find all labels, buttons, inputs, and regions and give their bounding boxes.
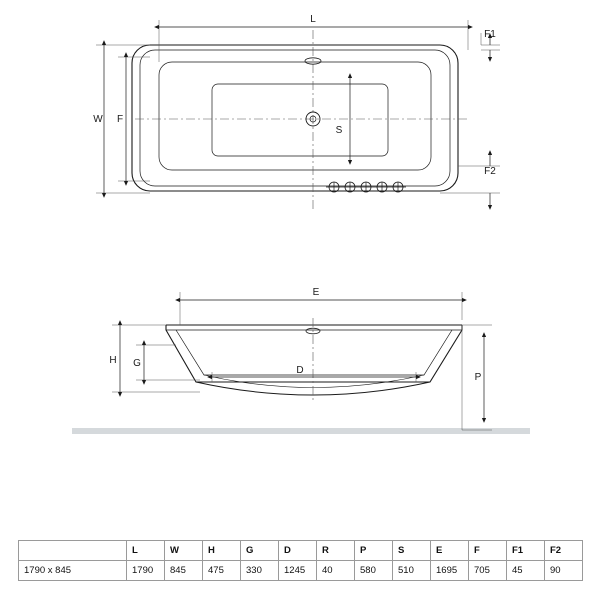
- table-cell-L: 1790: [127, 561, 165, 581]
- tub-inner-rim: [140, 50, 450, 186]
- dim-label-P: P: [474, 372, 482, 383]
- table-header-cell-F: F: [469, 541, 507, 561]
- table-header-cell-E: E: [431, 541, 469, 561]
- dim-label-H: H: [109, 355, 117, 366]
- table-header-cell-D: D: [279, 541, 317, 561]
- table-row: [19, 561, 583, 581]
- table-header-cell-F1: F1: [507, 541, 545, 561]
- table-cell-R: 40: [317, 561, 355, 581]
- table-header-cell-H: H: [203, 541, 241, 561]
- specification-table: [18, 540, 583, 581]
- table-cell-S: 510: [393, 561, 431, 581]
- dim-label-G: G: [133, 358, 141, 369]
- dim-label-F1: F1: [484, 29, 496, 40]
- table-header-cell-blank: [19, 541, 127, 561]
- table-header-cell-R: R: [317, 541, 355, 561]
- side-view-group: [72, 287, 530, 434]
- table-header-cell-F2: F2: [545, 541, 583, 561]
- tub-basin: [159, 62, 431, 170]
- dim-label-D: D: [296, 365, 304, 376]
- dim-label-S: S: [335, 125, 343, 136]
- table-cell-H: 475: [203, 561, 241, 581]
- table-cell-F1: 45: [507, 561, 545, 581]
- dim-label-F: F: [116, 114, 124, 125]
- dim-label-E: E: [312, 287, 320, 298]
- table-header-cell-W: W: [165, 541, 203, 561]
- tub-bottom-flat: [212, 84, 388, 156]
- table-cell-E: 1695: [431, 561, 469, 581]
- table-header-cell-L: L: [127, 541, 165, 561]
- table-cell-G: 330: [241, 561, 279, 581]
- top-view-group: [93, 14, 500, 210]
- tub-side-inner: [176, 330, 452, 375]
- table-cell-model-name: 1790 x 845: [19, 561, 127, 581]
- dim-label-F2: F2: [484, 166, 496, 177]
- table-header-row: [19, 541, 583, 561]
- tub-outer-rim: [132, 45, 458, 191]
- table-cell-D: 1245: [279, 561, 317, 581]
- dim-label-W: W: [93, 114, 103, 125]
- table-cell-F: 705: [469, 561, 507, 581]
- table-cell-F2: 90: [545, 561, 583, 581]
- table-cell-W: 845: [165, 561, 203, 581]
- dim-label-L: L: [310, 14, 316, 25]
- table-header-cell-P: P: [355, 541, 393, 561]
- jet-row: [326, 182, 406, 192]
- table-header-cell-G: G: [241, 541, 279, 561]
- table-header-cell-S: S: [393, 541, 431, 561]
- floor-line: [72, 428, 530, 434]
- table-cell-P: 580: [355, 561, 393, 581]
